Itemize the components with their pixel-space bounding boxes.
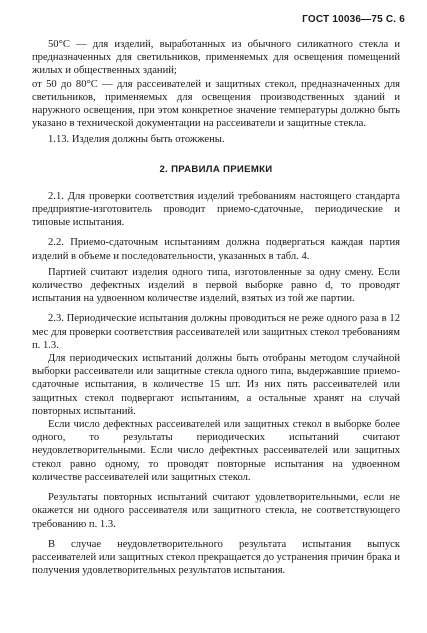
paragraph-2-2: 2.2. Приемо-сдаточным испытаниям должна подвергаться каждая партия изделий в объеме и последовательности, указанных в табл. 4. — [32, 237, 400, 262]
paragraph-periodic-sampling: Для периодических испытаний должны быть отобраны методом случайной выборки рассеиватели или защитные стекла одного типа, выдержавшие приемо-сдаточные испытания, в количестве 15 шт. Из них пять рассеивателей или защитных стекол подвергают испытаниям, а остальные хранят на случай повторных испытаний. — [32, 353, 400, 417]
spacer — [32, 484, 400, 491]
paragraph-temperature-50: 50°С — для изделий, выработанных из обычного силикатного стекла и предназначенных для светильников, применяемых для освещения помещений жилых и общественных зданий; — [32, 39, 400, 77]
paragraph-unsatisfactory: В случае неудовлетворительного результата испытания выпуск рассеивателей или защитных стекол прекращается до устранения причин брака и получения удовлетворительных результатов испытания. — [32, 538, 400, 577]
document-body — [32, 38, 400, 577]
spacer — [32, 531, 400, 538]
paragraph-temperature-50-80: от 50 до 80°С — для рассеивателей и защитных стекол, предназначенных для светильников, применяемых для освещения производственных зданий и наружного освещения, при этом конкретное значение температуры должно быть указано в технической документации на рассеиватели и защитные стекла. — [32, 78, 400, 130]
page-header: ГОСТ 10036—75 С. 6 — [302, 14, 405, 25]
paragraph-1-13: 1.13. Изделия должны быть отожжены. — [48, 134, 225, 146]
paragraph-defect-count: Если число дефектных рассеивателей или защитных стекол в выборке более одного, то результаты периодических испытаний считают неудовлетворительными. Если число дефектных рассеивателей или защитных стекол равно одному, то проводят повторные испытания на удвоенном количестве рассеивателей или защитных стекол. — [32, 419, 400, 483]
spacer — [32, 305, 400, 312]
spacer — [32, 229, 400, 236]
section-title: 2. ПРАВИЛА ПРИЕМКИ — [159, 163, 273, 175]
paragraph-repeat-results: Результаты повторных испытаний считают удовлетворительными, если не окажется ни одного рассеивателя или защитного стекла, не соответствующего требованию п. 1.3. — [32, 492, 400, 530]
paragraph-2-1: 2.1. Для проверки соответствия изделий требованиям настоящего стандарта предприятие-изготовитель проводит приемо-сдаточные, периодические и типовые испытания. — [32, 190, 400, 229]
paragraph-2-3: 2.3. Периодические испытания должны проводиться не реже одного раза в 12 мес для проверки соответствия рассеивателей или защитных стекол требованиям п. 1.3. — [32, 313, 400, 351]
paragraph-batch: Партией считают изделия одного типа, изготовленные за одну смену. Если количество дефектных изделий в первой выборке равно d, то проводят испытания на удвоенном количестве изделий, взятых из той же партии. — [32, 266, 400, 305]
